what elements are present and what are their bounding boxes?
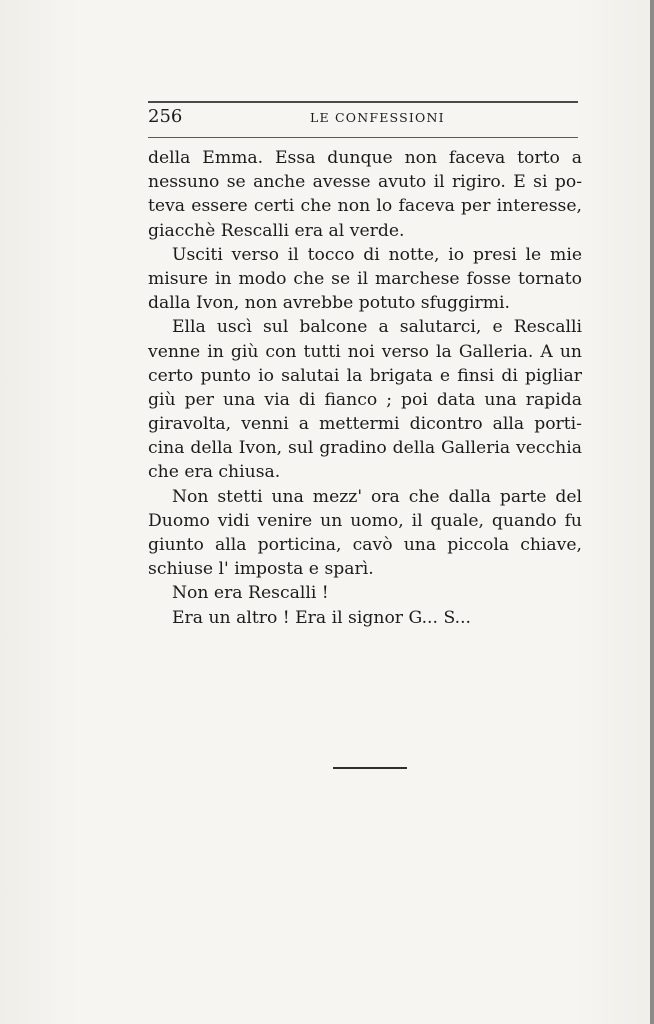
text-line: teva essere certi che non lo faceva per interesse, <box>148 196 582 217</box>
body-text <box>148 146 582 630</box>
text-line: Duomo vidi venire un uomo, il quale, quando fu <box>148 510 582 531</box>
running-title: LE CONFESSIONI <box>310 110 445 125</box>
text-line: giunto alla porticina, cavò una piccola chiave, <box>148 535 582 555</box>
text-line: giù per una via di fianco ; poi data una rapida <box>148 389 582 410</box>
text-line: Non era Rescalli ! <box>172 583 329 604</box>
text-line: certo punto io salutai la brigata e finsi di pigliar <box>148 365 582 386</box>
text-line: Era un altro ! Era il signor G... S... <box>172 607 471 628</box>
text-line: giravolta, venni a mettermi dicontro alla porti- <box>148 414 582 435</box>
text-line: venne in giù con tutti noi verso la Galleria. A un <box>148 341 582 362</box>
text-line: della Emma. Essa dunque non faceva torto a <box>148 148 582 168</box>
text-line: dalla Ivon, non avrebbe potuto sfuggirmi. <box>148 293 511 314</box>
text-line: cina della Ivon, sul gradino della Galleria vecchia <box>148 438 582 459</box>
text-line: giacchè Rescalli era al verde. <box>148 220 405 241</box>
page-edge-shadow <box>650 0 654 1024</box>
page-number: 256 <box>148 106 183 127</box>
text-line: schiuse l' imposta e sparì. <box>148 559 374 580</box>
text-line: Ella uscì sul balcone a salutarci, e Rescalli <box>172 317 582 338</box>
chapter-end-rule <box>333 767 407 769</box>
text-line: nessuno se anche avesse avuto il rigiro. E si po- <box>148 172 582 193</box>
page-header <box>148 106 578 132</box>
text-line: Non stetti una mezz' ora che dalla parte del <box>172 486 582 507</box>
text-line: che era chiusa. <box>148 462 281 483</box>
header-rule-bottom <box>148 137 578 138</box>
text-line: misure in modo che se il marchese fosse tornato <box>148 268 582 289</box>
header-rule-top <box>148 101 578 103</box>
text-line: Usciti verso il tocco di notte, io presi le mie <box>172 244 582 265</box>
